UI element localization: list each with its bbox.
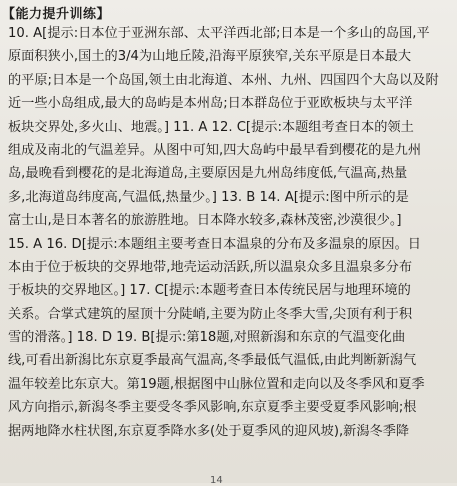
- text-line: 15. A 16. D[提示:本题组主要考查日本温泉的分布及多温泉的原因。日: [8, 236, 421, 252]
- section-title: 【能力提升训练】: [2, 7, 111, 22]
- text-line: 线,可看出新潟比东京夏季最高气温高,冬季最低气温低,由此判断新潟气: [8, 353, 417, 369]
- text-line: 岛,最晚看到樱花的是北海道岛,主要原因是九州岛纬度低,气温高,热量: [8, 166, 408, 182]
- text-line: 本由于位于板块的交界地带,地壳运动活跃,所以温泉众多且温泉多分布: [8, 259, 413, 275]
- text-line: 温年较差比东京大。第19题,根据图中山脉位置和走向以及冬季风和夏季: [8, 376, 425, 392]
- text-line: 近一些小岛组成,最大的岛屿是本州岛;日本群岛位于亚欧板块与太平洋: [8, 96, 413, 112]
- text-line: 多,北海道岛纬度高,气温低,热量少。] 13. B 14. A[提示:图中所示的是: [8, 189, 409, 205]
- text-line: 雪的滑落。] 18. D 19. B[提示:第18题,对照新潟和东京的气温变化曲: [8, 330, 406, 346]
- text-line: 据两地降水柱状图,东京夏季降水多(处于夏季风的迎风坡),新潟冬季降: [8, 423, 410, 439]
- text-line: 原面积狭小,国土的3/4为山地丘陵,沿海平原狭窄,关东平原是日本最大: [8, 49, 412, 65]
- page-number: 14: [210, 475, 223, 486]
- answer-text-block: [8, 22, 450, 443]
- text-line: 于板块的交界地区。] 17. C[提示:本题考查日本传统民居与地理环境的: [8, 283, 411, 299]
- text-line: 风方向指示,新潟冬季主要受冬季风影响,东京夏季主要受夏季风影响;根: [8, 400, 417, 416]
- text-line: 关系。合掌式建筑的屋顶十分陡峭,主要为防止冬季大雪,尖顶有利于积: [8, 306, 413, 322]
- text-line: 10. A[提示:日本位于亚洲东部、太平洋西北部;日本是一个多山的岛国,平: [8, 26, 430, 41]
- text-line: 的平原;日本是一个岛国,领土由北海道、本州、九州、四国四个大岛以及附: [8, 72, 439, 88]
- text-line: 组成及南北的气温差异。从图中可知,四大岛屿中最早看到樱花的是九州: [8, 142, 422, 158]
- text-line: 板块交界处,多火山、地震。] 11. A 12. C[提示:本题组考查日本的领土: [8, 119, 414, 135]
- text-line: 富士山,是日本著名的旅游胜地。日本降水较多,森林茂密,沙漠很少。]: [8, 213, 402, 229]
